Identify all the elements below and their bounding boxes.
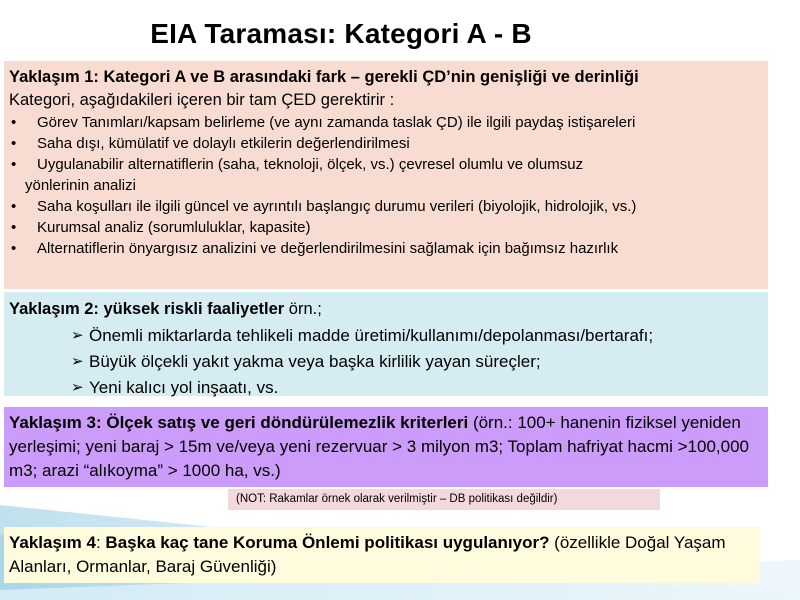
approach-1-bullet-list [9, 112, 762, 259]
list-item: ➢ Önemli miktarlarda tehlikeli madde üretimi/kullanımı/depolanması/bertarafı; [71, 323, 762, 349]
list-item: • Görev Tanımları/kapsam belirleme (ve aynı zamanda taslak ÇD) ile ilgili paydaş istişareleri [11, 114, 636, 131]
approach-1-intro: Kategori, aşağıdakileri içeren bir tam ÇED gerektirir : [9, 91, 395, 109]
list-item: • Uygulanabilir alternatiflerin (saha, teknoloji, ölçek, vs.) çevresel olumlu ve olumsuz yönlerinin analizi [11, 156, 584, 194]
bullet-icon: • [11, 198, 17, 215]
list-item: • Saha koşulları ile ilgili güncel ve ayrıntılı başlangıç durumu verileri (biyolojik, hidrolojik, vs.) [11, 198, 637, 215]
approach-2-panel [4, 292, 768, 396]
approach-1-panel [4, 61, 768, 289]
bullet-icon: • [11, 156, 17, 173]
note-box: (NOT: Rakamlar örnek olarak verilmiştir – DB politikası değildir) [228, 489, 660, 510]
approach-1-heading: Yaklaşım 1: Kategori A ve B arasındaki fark – gerekli ÇD’nin genişliği ve derinliği [9, 68, 639, 86]
arrow-bullet-icon: ➢ [71, 327, 84, 344]
bullet-icon: • [11, 240, 17, 257]
approach-2-list [71, 323, 762, 401]
page-title: EIA Taraması: Kategori A - B [150, 18, 532, 49]
approach-4-text: Yaklaşım 4: Başka kaç tane Koruma Önlemi politikası uygulanıyor? (özellikle Doğal Yaşam Alanları, Ormanlar, Baraj Güvenliği) [9, 533, 726, 576]
list-item: • Alternatiflerin önyargısız analizini ve değerlendirilmesini sağlamak için bağımsız hazırlık [11, 240, 619, 257]
arrow-bullet-icon: ➢ [71, 379, 84, 396]
list-item: ➢ Büyük ölçekli yakıt yakma veya başka kirlilik yayan süreçler; [71, 349, 762, 375]
approach-3-panel [4, 407, 768, 487]
list-item: • Saha dışı, kümülatif ve dolaylı etkilerin değerlendirilmesi [11, 135, 410, 152]
bullet-icon: • [11, 219, 17, 236]
approach-4-heading: Başka kaç tane Koruma Önlemi politikası uygulanıyor? [105, 533, 550, 552]
approach-2-heading: Yaklaşım 2: yüksek riskli faaliyetler örn.; [9, 300, 322, 318]
approach-3-text: Yaklaşım 3: Ölçek satış ve geri döndürülemezlik kriterleri (örn.: 100+ hanenin fiziksel yeniden yerleşimi; yeni baraj > 15m ve/veya yeni rezervuar > 3 milyon m3; Toplam hafriyat hacmi >100,000 m3; arazi “alıkoyma” > 1000 ha, vs.) [9, 413, 750, 480]
approach-4-panel [4, 527, 760, 583]
bullet-icon: • [11, 135, 17, 152]
list-item: • Kurumsal analiz (sorumluluklar, kapasite) [11, 219, 311, 236]
arrow-bullet-icon: ➢ [71, 353, 84, 370]
approach-3-heading: Yaklaşım 3: Ölçek satış ve geri döndürülemezlik kriterleri [9, 413, 469, 432]
list-item: ➢ Yeni kalıcı yol inşaatı, vs. [71, 375, 762, 401]
approach-4-label: Yaklaşım 4 [9, 533, 96, 552]
bullet-icon: • [11, 114, 17, 131]
